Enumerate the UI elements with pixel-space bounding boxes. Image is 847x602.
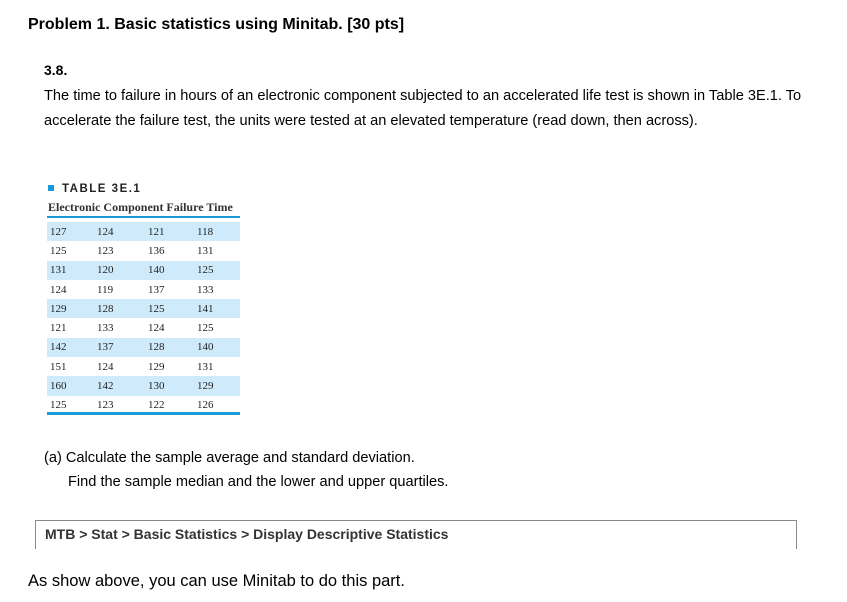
table-cell: 128 — [148, 341, 165, 354]
table-cell: 129 — [50, 302, 67, 315]
table-row — [47, 261, 240, 280]
table-cell: 125 — [197, 322, 214, 335]
table-cell: 124 — [148, 322, 165, 335]
table-cell: 128 — [97, 302, 114, 315]
table-cell: 131 — [50, 264, 67, 277]
table-row — [47, 222, 240, 241]
table-cell: 124 — [97, 360, 114, 373]
table-cell: 142 — [97, 380, 114, 393]
table-cell: 125 — [148, 302, 165, 315]
table-row — [47, 241, 240, 260]
table-row — [47, 376, 240, 395]
table-top-rule — [47, 216, 240, 218]
table-cell: 130 — [148, 380, 165, 393]
table-cell: 118 — [197, 225, 214, 238]
table-cell: 125 — [197, 264, 214, 277]
table-cell: 122 — [148, 399, 165, 412]
menu-path-text: MTB > Stat > Basic Statistics > Display Descriptive Statistics — [45, 526, 449, 542]
table-cell: 120 — [97, 264, 114, 277]
table-cell: 160 — [50, 380, 67, 393]
table-caption-text: TABLE 3E.1 — [62, 183, 142, 195]
table-cell: 125 — [50, 399, 67, 412]
table-subtitle: Electronic Component Failure Time — [48, 200, 233, 214]
table-cell: 126 — [197, 399, 214, 412]
question-a-line-2: Find the sample median and the lower and upper quartiles. — [68, 474, 449, 490]
table-cell: 119 — [97, 283, 114, 296]
table-cell: 140 — [148, 264, 165, 277]
table-cell: 142 — [50, 341, 67, 354]
table-cell: 151 — [50, 360, 67, 373]
table-cell: 123 — [97, 399, 114, 412]
table-bottom-rule — [47, 412, 240, 415]
table-cell: 131 — [197, 244, 214, 257]
table-row — [47, 357, 240, 376]
table-row — [47, 338, 240, 357]
table-row — [47, 299, 240, 318]
question-a-line-1: (a) Calculate the sample average and standard deviation. — [44, 450, 415, 466]
table-cell: 140 — [197, 341, 214, 354]
problem-description: The time to failure in hours of an electronic component subjected to an accelerated life test is shown in Table 3E.1. To accelerate the failure test, the units were tested at an elevated temperature (read down, then across). — [44, 88, 802, 129]
table-cell: 123 — [97, 244, 114, 257]
table-cell: 127 — [50, 225, 67, 238]
table-cell: 133 — [197, 283, 214, 296]
table-cell: 136 — [148, 244, 165, 257]
closing-note: As show above, you can use Minitab to do this part. — [28, 572, 405, 590]
table-cell: 137 — [148, 283, 165, 296]
table-cell: 129 — [197, 380, 214, 393]
table-cell: 125 — [50, 244, 67, 257]
table-cell: 133 — [97, 322, 114, 335]
table-cell: 131 — [197, 360, 214, 373]
square-bullet-icon — [48, 185, 54, 191]
table-cell: 121 — [50, 322, 67, 335]
problem-title: Problem 1. Basic statistics using Minitab. [30 pts] — [28, 16, 405, 33]
table-row — [47, 280, 240, 299]
table-caption — [48, 183, 141, 195]
failure-time-table — [47, 222, 240, 415]
table-cell: 124 — [97, 225, 114, 238]
table-cell: 129 — [148, 360, 165, 373]
table-cell: 121 — [148, 225, 165, 238]
table-row — [47, 318, 240, 337]
problem-number: 3.8. — [44, 62, 68, 78]
table-cell: 137 — [97, 341, 114, 354]
table-cell: 141 — [197, 302, 214, 315]
table-cell: 124 — [50, 283, 67, 296]
